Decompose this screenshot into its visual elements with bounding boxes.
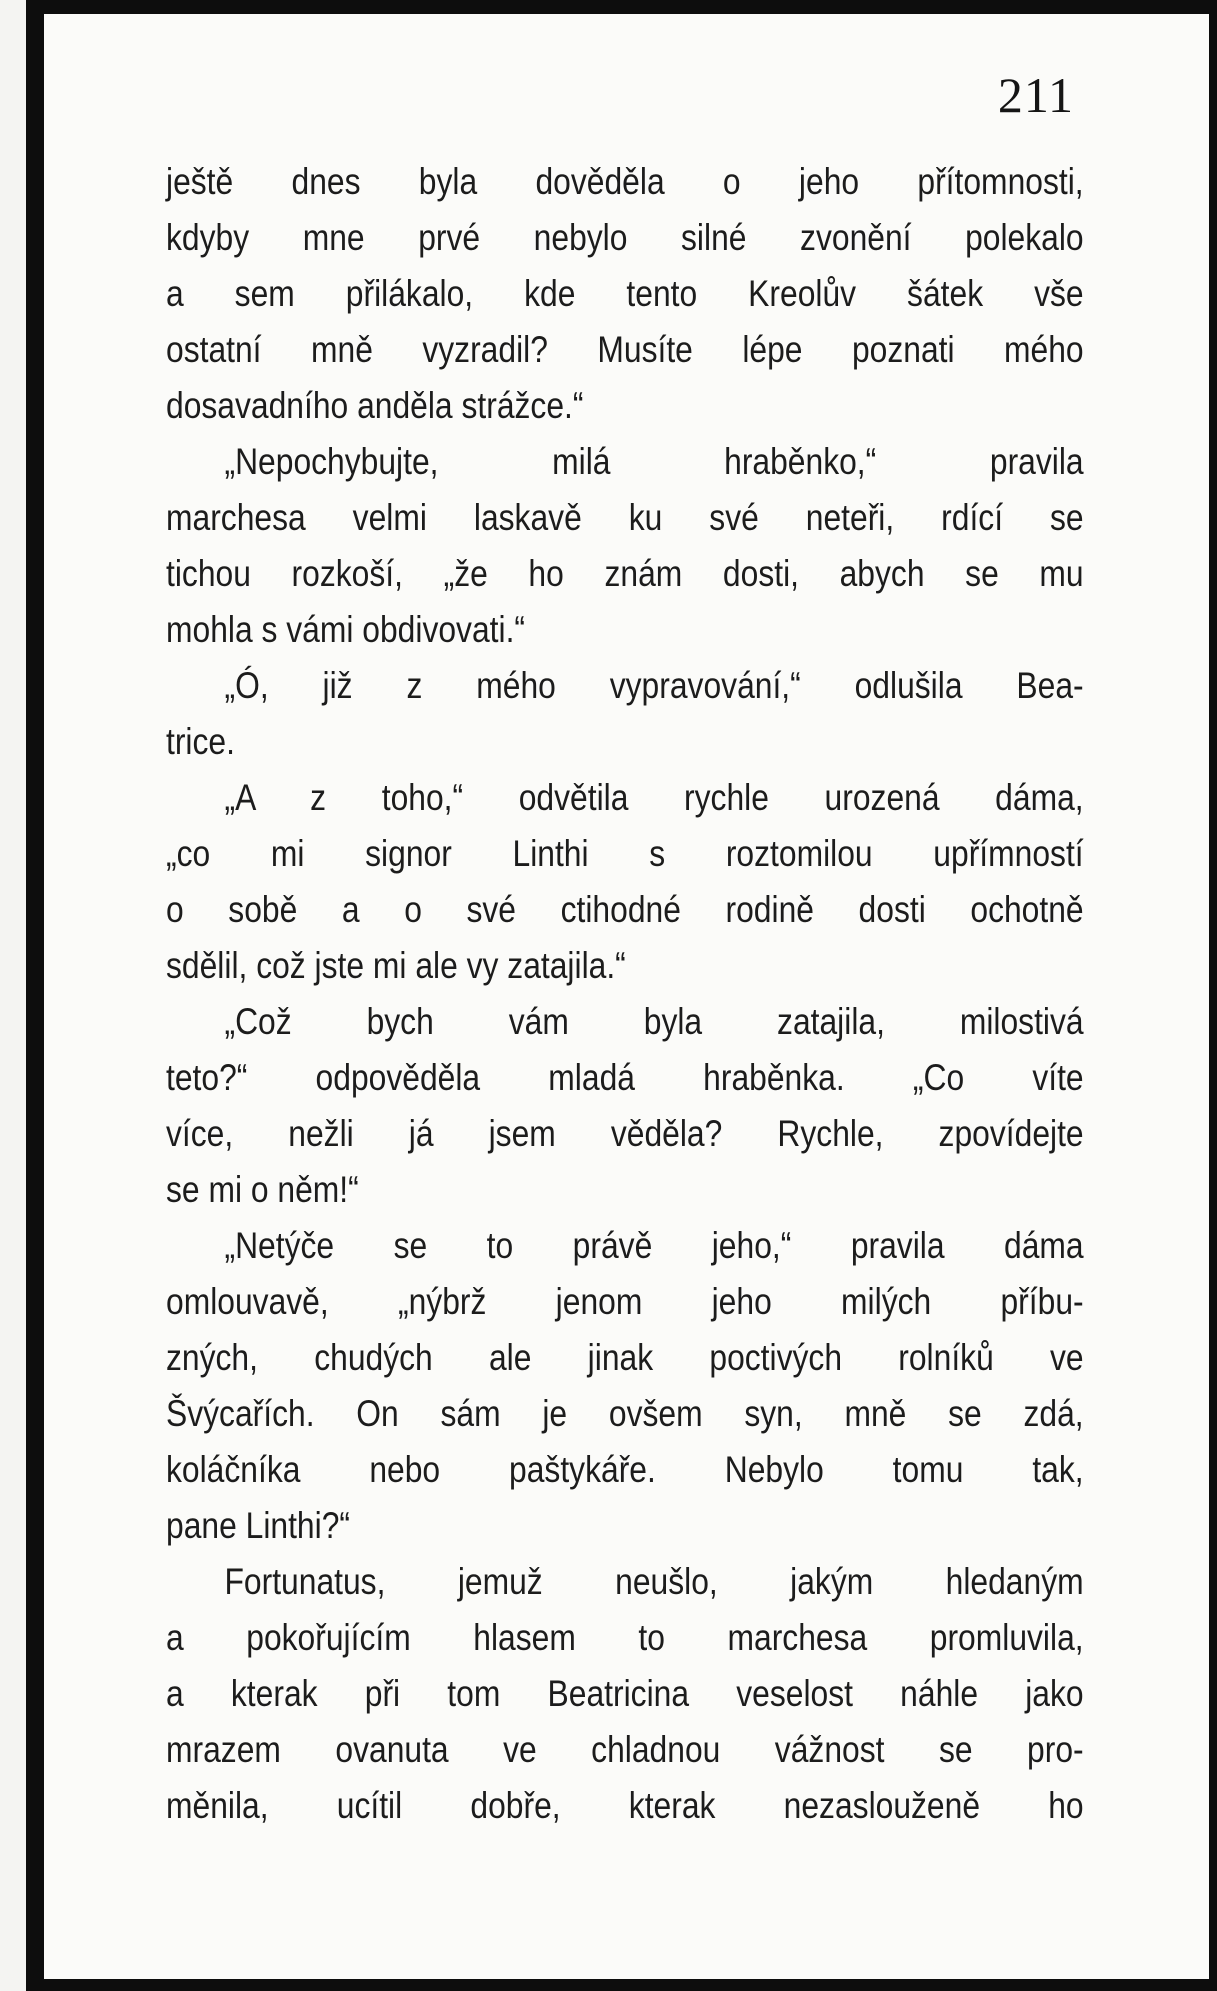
text-line: se mi o něm!“ <box>166 1169 359 1210</box>
text-line: Fortunatus, jemuž neušlo, jakým hledaným <box>224 1561 1084 1602</box>
text-line: pane Linthi?“ <box>166 1505 350 1546</box>
text-line: „co mi signor Linthi s roztomilou upřímností <box>166 833 1084 874</box>
book-page <box>44 14 1209 1979</box>
text-line: teto?“ odpověděla mladá hraběnka. „Co víte <box>166 1057 1084 1098</box>
text-line: mrazem ovanuta ve chladnou vážnost se pro- <box>166 1729 1084 1770</box>
text-line: kdyby mne prvé nebylo silné zvonění polekalo <box>166 217 1084 258</box>
text-line: „Ó, již z mého vypravování,“ odlušila Bea- <box>224 665 1084 706</box>
text-line: sdělil, což jste mi ale vy zatajila.“ <box>166 945 626 986</box>
text-line: zných, chudých ale jinak poctivých rolníků ve <box>166 1337 1084 1378</box>
text-line: a sem přilákalo, kde tento Kreolův šátek vše <box>166 273 1084 314</box>
text-line: „Což bych vám byla zatajila, milostivá <box>224 1001 1084 1042</box>
text-line: měnila, ucítil dobře, kterak nezaslouženě ho <box>166 1785 1084 1826</box>
text-line: „A z toho,“ odvětila rychle urozená dáma, <box>224 777 1084 818</box>
text-line: marchesa velmi laskavě ku své neteři, rdící se <box>166 497 1084 538</box>
text-line: mohla s vámi obdivovati.“ <box>166 609 526 650</box>
text-line: a pokořujícím hlasem to marchesa promluvila, <box>166 1617 1084 1658</box>
text-line: trice. <box>166 721 235 762</box>
text-line: více, nežli já jsem věděla? Rychle, zpovídejte <box>166 1113 1084 1154</box>
body-text <box>166 154 1084 1834</box>
text-line: dosavadního anděla strážce.“ <box>166 385 584 426</box>
text-line: o sobě a o své ctihodné rodině dosti ochotně <box>166 889 1084 930</box>
page-number: 211 <box>997 67 1074 123</box>
text-line: Švýcařích. On sám je ovšem syn, mně se zdá, <box>166 1393 1084 1434</box>
text-line: omlouvavě, „nýbrž jenom jeho milých příbu- <box>166 1281 1084 1322</box>
adjacent-page-edge <box>0 0 26 1991</box>
text-line: tichou rozkoší, „že ho znám dosti, abych se mu <box>166 553 1084 594</box>
text-line: koláčníka nebo paštykáře. Nebylo tomu tak, <box>166 1449 1084 1490</box>
text-line: ještě dnes byla dověděla o jeho přítomnosti, <box>166 161 1084 202</box>
text-line: a kterak při tom Beatricina veselost náhle jako <box>166 1673 1084 1714</box>
text-line: ostatní mně vyzradil? Musíte lépe poznati mého <box>166 329 1084 370</box>
text-line: „Netýče se to právě jeho,“ pravila dáma <box>224 1225 1084 1266</box>
text-line: „Nepochybujte, milá hraběnko,“ pravila <box>224 441 1084 482</box>
